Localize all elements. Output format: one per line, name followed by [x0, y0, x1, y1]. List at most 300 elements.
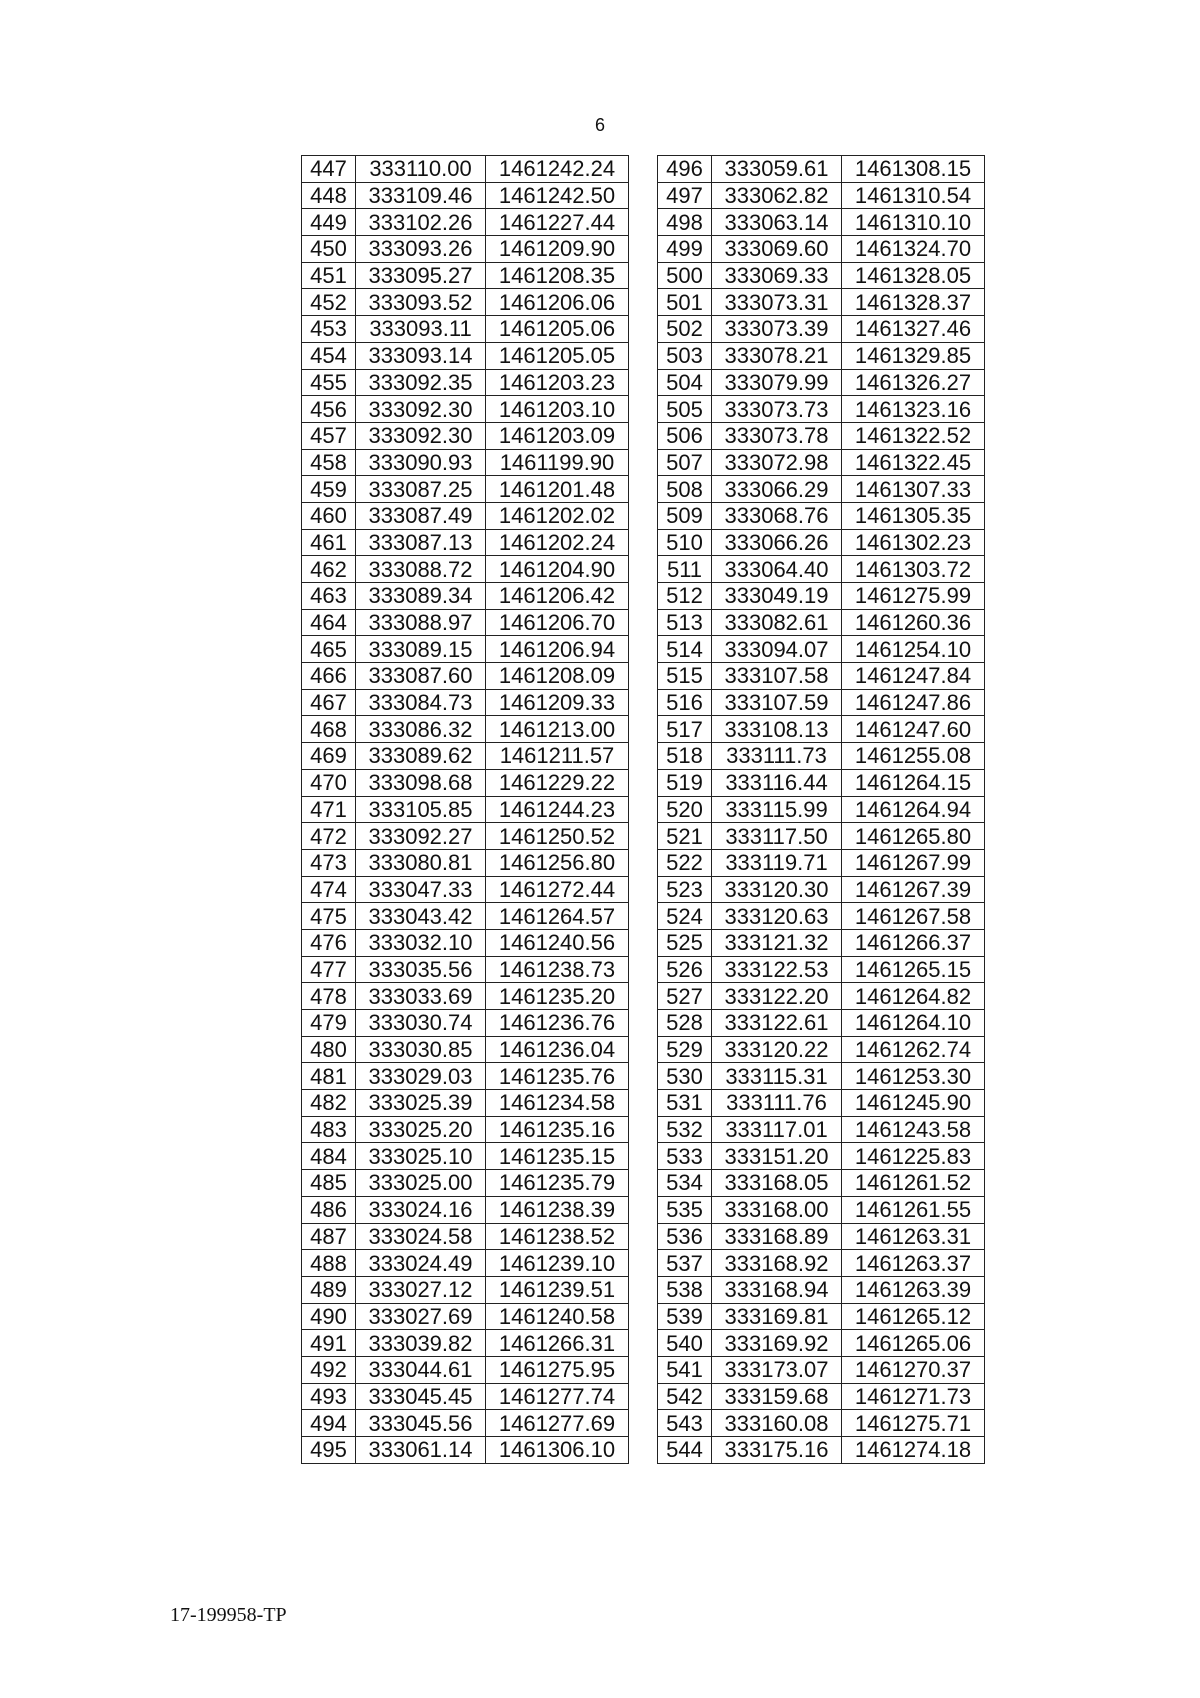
y-coordinate-cell: 1461250.52 [486, 823, 629, 850]
point-number-cell: 537 [658, 1250, 712, 1277]
x-coordinate-cell: 333122.53 [712, 956, 842, 983]
y-coordinate-cell: 1461307.33 [842, 476, 985, 503]
point-number-cell: 493 [302, 1383, 356, 1410]
table-row [658, 156, 985, 183]
x-coordinate-cell: 333105.85 [356, 796, 486, 823]
x-coordinate-cell: 333093.14 [356, 342, 486, 369]
table-row [658, 929, 985, 956]
point-number-cell: 521 [658, 823, 712, 850]
y-coordinate-cell: 1461202.02 [486, 502, 629, 529]
point-number-cell: 471 [302, 796, 356, 823]
point-number-cell: 533 [658, 1143, 712, 1170]
y-coordinate-cell: 1461310.54 [842, 182, 985, 209]
x-coordinate-cell: 333029.03 [356, 1063, 486, 1090]
y-coordinate-cell: 1461256.80 [486, 849, 629, 876]
point-number-cell: 497 [658, 182, 712, 209]
table-row [302, 1090, 629, 1117]
table-row [658, 369, 985, 396]
x-coordinate-cell: 333122.61 [712, 1010, 842, 1037]
table-row [302, 1143, 629, 1170]
x-coordinate-cell: 333030.85 [356, 1036, 486, 1063]
table-row [302, 983, 629, 1010]
x-coordinate-cell: 333168.89 [712, 1223, 842, 1250]
x-coordinate-cell: 333084.73 [356, 689, 486, 716]
table-row [658, 289, 985, 316]
point-number-cell: 473 [302, 849, 356, 876]
table-row [302, 1356, 629, 1383]
point-number-cell: 453 [302, 316, 356, 343]
table-row [658, 1010, 985, 1037]
table-row [658, 956, 985, 983]
point-number-cell: 527 [658, 983, 712, 1010]
page-number: 6 [594, 115, 605, 135]
point-number-cell: 532 [658, 1116, 712, 1143]
x-coordinate-cell: 333093.52 [356, 289, 486, 316]
y-coordinate-cell: 1461265.80 [842, 823, 985, 850]
table-row [302, 1250, 629, 1277]
y-coordinate-cell: 1461303.72 [842, 556, 985, 583]
x-coordinate-cell: 333169.81 [712, 1303, 842, 1330]
point-number-cell: 515 [658, 663, 712, 690]
table-row [658, 1276, 985, 1303]
y-coordinate-cell: 1461265.06 [842, 1330, 985, 1357]
x-coordinate-cell: 333033.69 [356, 983, 486, 1010]
point-number-cell: 520 [658, 796, 712, 823]
table-row [658, 1223, 985, 1250]
y-coordinate-cell: 1461263.39 [842, 1276, 985, 1303]
point-number-cell: 474 [302, 876, 356, 903]
y-coordinate-cell: 1461235.76 [486, 1063, 629, 1090]
point-number-cell: 456 [302, 396, 356, 423]
x-coordinate-cell: 333121.32 [712, 929, 842, 956]
point-number-cell: 452 [302, 289, 356, 316]
x-coordinate-cell: 333087.13 [356, 529, 486, 556]
table-row [302, 769, 629, 796]
x-coordinate-cell: 333073.31 [712, 289, 842, 316]
y-coordinate-cell: 1461203.10 [486, 396, 629, 423]
x-coordinate-cell: 333173.07 [712, 1356, 842, 1383]
point-number-cell: 447 [302, 156, 356, 183]
y-coordinate-cell: 1461265.15 [842, 956, 985, 983]
point-number-cell: 498 [658, 209, 712, 236]
x-coordinate-cell: 333111.76 [712, 1090, 842, 1117]
table-row [658, 1170, 985, 1197]
point-number-cell: 517 [658, 716, 712, 743]
table-row [302, 1196, 629, 1223]
y-coordinate-cell: 1461277.74 [486, 1383, 629, 1410]
coordinates-table-right [657, 155, 985, 1464]
x-coordinate-cell: 333087.49 [356, 502, 486, 529]
point-number-cell: 488 [302, 1250, 356, 1277]
x-coordinate-cell: 333117.01 [712, 1116, 842, 1143]
table-row [658, 529, 985, 556]
x-coordinate-cell: 333115.31 [712, 1063, 842, 1090]
x-coordinate-cell: 333168.05 [712, 1170, 842, 1197]
table-row [658, 823, 985, 850]
point-number-cell: 502 [658, 316, 712, 343]
point-number-cell: 531 [658, 1090, 712, 1117]
table-row [302, 209, 629, 236]
y-coordinate-cell: 1461247.84 [842, 663, 985, 690]
x-coordinate-cell: 333087.25 [356, 476, 486, 503]
y-coordinate-cell: 1461209.90 [486, 236, 629, 263]
table-row [302, 1410, 629, 1437]
y-coordinate-cell: 1461206.70 [486, 609, 629, 636]
y-coordinate-cell: 1461227.44 [486, 209, 629, 236]
point-number-cell: 541 [658, 1356, 712, 1383]
y-coordinate-cell: 1461275.99 [842, 583, 985, 610]
x-coordinate-cell: 333078.21 [712, 342, 842, 369]
point-number-cell: 454 [302, 342, 356, 369]
table-row [302, 849, 629, 876]
table-row [658, 1090, 985, 1117]
x-coordinate-cell: 333025.10 [356, 1143, 486, 1170]
x-coordinate-cell: 333119.71 [712, 849, 842, 876]
y-coordinate-cell: 1461206.94 [486, 636, 629, 663]
table-row [302, 289, 629, 316]
point-number-cell: 526 [658, 956, 712, 983]
point-number-cell: 491 [302, 1330, 356, 1357]
y-coordinate-cell: 1461247.86 [842, 689, 985, 716]
point-number-cell: 499 [658, 236, 712, 263]
x-coordinate-cell: 333169.92 [712, 1330, 842, 1357]
x-coordinate-cell: 333066.29 [712, 476, 842, 503]
point-number-cell: 508 [658, 476, 712, 503]
table-row [658, 689, 985, 716]
x-coordinate-cell: 333080.81 [356, 849, 486, 876]
table-row [302, 369, 629, 396]
y-coordinate-cell: 1461264.82 [842, 983, 985, 1010]
point-number-cell: 518 [658, 743, 712, 770]
point-number-cell: 482 [302, 1090, 356, 1117]
y-coordinate-cell: 1461234.58 [486, 1090, 629, 1117]
point-number-cell: 530 [658, 1063, 712, 1090]
table-row [302, 1223, 629, 1250]
table-row [658, 1196, 985, 1223]
table-row [302, 342, 629, 369]
y-coordinate-cell: 1461305.35 [842, 502, 985, 529]
x-coordinate-cell: 333069.60 [712, 236, 842, 263]
point-number-cell: 507 [658, 449, 712, 476]
table-row [658, 876, 985, 903]
x-coordinate-cell: 333061.14 [356, 1437, 486, 1464]
y-coordinate-cell: 1461270.37 [842, 1356, 985, 1383]
table-row [302, 182, 629, 209]
table-row [658, 716, 985, 743]
y-coordinate-cell: 1461235.16 [486, 1116, 629, 1143]
y-coordinate-cell: 1461267.58 [842, 903, 985, 930]
table-row [658, 609, 985, 636]
point-number-cell: 543 [658, 1410, 712, 1437]
x-coordinate-cell: 333024.49 [356, 1250, 486, 1277]
table-row [302, 716, 629, 743]
point-number-cell: 458 [302, 449, 356, 476]
table-row [658, 236, 985, 263]
y-coordinate-cell: 1461206.06 [486, 289, 629, 316]
x-coordinate-cell: 333088.97 [356, 609, 486, 636]
x-coordinate-cell: 333107.59 [712, 689, 842, 716]
point-number-cell: 489 [302, 1276, 356, 1303]
x-coordinate-cell: 333024.58 [356, 1223, 486, 1250]
table-row [302, 476, 629, 503]
y-coordinate-cell: 1461277.69 [486, 1410, 629, 1437]
y-coordinate-cell: 1461245.90 [842, 1090, 985, 1117]
point-number-cell: 503 [658, 342, 712, 369]
table-row [658, 1250, 985, 1277]
x-coordinate-cell: 333094.07 [712, 636, 842, 663]
y-coordinate-cell: 1461247.60 [842, 716, 985, 743]
y-coordinate-cell: 1461243.58 [842, 1116, 985, 1143]
point-number-cell: 464 [302, 609, 356, 636]
y-coordinate-cell: 1461264.57 [486, 903, 629, 930]
y-coordinate-cell: 1461239.51 [486, 1276, 629, 1303]
point-number-cell: 542 [658, 1383, 712, 1410]
x-coordinate-cell: 333092.30 [356, 396, 486, 423]
x-coordinate-cell: 333117.50 [712, 823, 842, 850]
table-row [658, 663, 985, 690]
x-coordinate-cell: 333092.35 [356, 369, 486, 396]
point-number-cell: 472 [302, 823, 356, 850]
point-number-cell: 466 [302, 663, 356, 690]
x-coordinate-cell: 333108.13 [712, 716, 842, 743]
point-number-cell: 496 [658, 156, 712, 183]
y-coordinate-cell: 1461235.15 [486, 1143, 629, 1170]
table-row [302, 1170, 629, 1197]
x-coordinate-cell: 333073.78 [712, 422, 842, 449]
y-coordinate-cell: 1461275.71 [842, 1410, 985, 1437]
point-number-cell: 469 [302, 743, 356, 770]
y-coordinate-cell: 1461264.15 [842, 769, 985, 796]
table-row [658, 583, 985, 610]
table-row [302, 609, 629, 636]
point-number-cell: 459 [302, 476, 356, 503]
x-coordinate-cell: 333073.73 [712, 396, 842, 423]
x-coordinate-cell: 333047.33 [356, 876, 486, 903]
point-number-cell: 509 [658, 502, 712, 529]
table-row [302, 1383, 629, 1410]
table-row [302, 396, 629, 423]
x-coordinate-cell: 333045.45 [356, 1383, 486, 1410]
x-coordinate-cell: 333093.26 [356, 236, 486, 263]
y-coordinate-cell: 1461213.00 [486, 716, 629, 743]
y-coordinate-cell: 1461235.79 [486, 1170, 629, 1197]
table-row [302, 583, 629, 610]
table-row [302, 1010, 629, 1037]
y-coordinate-cell: 1461324.70 [842, 236, 985, 263]
table-row [658, 1356, 985, 1383]
x-coordinate-cell: 333045.56 [356, 1410, 486, 1437]
table-row [658, 396, 985, 423]
y-coordinate-cell: 1461264.94 [842, 796, 985, 823]
y-coordinate-cell: 1461329.85 [842, 342, 985, 369]
y-coordinate-cell: 1461267.99 [842, 849, 985, 876]
point-number-cell: 514 [658, 636, 712, 663]
table-row [302, 743, 629, 770]
point-number-cell: 523 [658, 876, 712, 903]
x-coordinate-cell: 333089.34 [356, 583, 486, 610]
table-body-right [658, 156, 985, 1464]
y-coordinate-cell: 1461240.58 [486, 1303, 629, 1330]
table-row [658, 1116, 985, 1143]
y-coordinate-cell: 1461254.10 [842, 636, 985, 663]
x-coordinate-cell: 333116.44 [712, 769, 842, 796]
table-row [302, 422, 629, 449]
table-row [302, 556, 629, 583]
y-coordinate-cell: 1461261.52 [842, 1170, 985, 1197]
y-coordinate-cell: 1461323.16 [842, 396, 985, 423]
y-coordinate-cell: 1461229.22 [486, 769, 629, 796]
table-row [302, 1276, 629, 1303]
point-number-cell: 525 [658, 929, 712, 956]
table-row [302, 1303, 629, 1330]
point-number-cell: 481 [302, 1063, 356, 1090]
point-number-cell: 534 [658, 1170, 712, 1197]
y-coordinate-cell: 1461262.74 [842, 1036, 985, 1063]
table-row [658, 316, 985, 343]
x-coordinate-cell: 333032.10 [356, 929, 486, 956]
x-coordinate-cell: 333110.00 [356, 156, 486, 183]
x-coordinate-cell: 333043.42 [356, 903, 486, 930]
y-coordinate-cell: 1461236.76 [486, 1010, 629, 1037]
point-number-cell: 461 [302, 529, 356, 556]
point-number-cell: 465 [302, 636, 356, 663]
table-row [658, 502, 985, 529]
table-row [302, 1437, 629, 1464]
y-coordinate-cell: 1461203.23 [486, 369, 629, 396]
y-coordinate-cell: 1461272.44 [486, 876, 629, 903]
point-number-cell: 535 [658, 1196, 712, 1223]
y-coordinate-cell: 1461261.55 [842, 1196, 985, 1223]
point-number-cell: 495 [302, 1437, 356, 1464]
table-row [658, 476, 985, 503]
point-number-cell: 529 [658, 1036, 712, 1063]
table-row [302, 1330, 629, 1357]
x-coordinate-cell: 333086.32 [356, 716, 486, 743]
table-row [658, 849, 985, 876]
x-coordinate-cell: 333120.30 [712, 876, 842, 903]
y-coordinate-cell: 1461255.08 [842, 743, 985, 770]
point-number-cell: 485 [302, 1170, 356, 1197]
point-number-cell: 513 [658, 609, 712, 636]
x-coordinate-cell: 333092.27 [356, 823, 486, 850]
y-coordinate-cell: 1461306.10 [486, 1437, 629, 1464]
point-number-cell: 501 [658, 289, 712, 316]
point-number-cell: 516 [658, 689, 712, 716]
x-coordinate-cell: 333107.58 [712, 663, 842, 690]
table-row [658, 983, 985, 1010]
point-number-cell: 539 [658, 1303, 712, 1330]
x-coordinate-cell: 333049.19 [712, 583, 842, 610]
y-coordinate-cell: 1461204.90 [486, 556, 629, 583]
x-coordinate-cell: 333098.68 [356, 769, 486, 796]
y-coordinate-cell: 1461310.10 [842, 209, 985, 236]
table-row [658, 636, 985, 663]
y-coordinate-cell: 1461225.83 [842, 1143, 985, 1170]
x-coordinate-cell: 333024.16 [356, 1196, 486, 1223]
table-row [658, 1437, 985, 1464]
table-row [302, 1063, 629, 1090]
y-coordinate-cell: 1461264.10 [842, 1010, 985, 1037]
y-coordinate-cell: 1461205.05 [486, 342, 629, 369]
x-coordinate-cell: 333102.26 [356, 209, 486, 236]
y-coordinate-cell: 1461328.05 [842, 262, 985, 289]
y-coordinate-cell: 1461274.18 [842, 1437, 985, 1464]
point-number-cell: 486 [302, 1196, 356, 1223]
y-coordinate-cell: 1461208.09 [486, 663, 629, 690]
x-coordinate-cell: 333151.20 [712, 1143, 842, 1170]
point-number-cell: 505 [658, 396, 712, 423]
y-coordinate-cell: 1461253.30 [842, 1063, 985, 1090]
table-row [302, 823, 629, 850]
y-coordinate-cell: 1461242.50 [486, 182, 629, 209]
table-row [302, 449, 629, 476]
point-number-cell: 544 [658, 1437, 712, 1464]
x-coordinate-cell: 333089.15 [356, 636, 486, 663]
x-coordinate-cell: 333063.14 [712, 209, 842, 236]
point-number-cell: 492 [302, 1356, 356, 1383]
point-number-cell: 538 [658, 1276, 712, 1303]
point-number-cell: 536 [658, 1223, 712, 1250]
y-coordinate-cell: 1461201.48 [486, 476, 629, 503]
document-code: 17-199958-TP [170, 1604, 287, 1626]
table-row [302, 1116, 629, 1143]
table-row [302, 316, 629, 343]
y-coordinate-cell: 1461203.09 [486, 422, 629, 449]
point-number-cell: 487 [302, 1223, 356, 1250]
point-number-cell: 511 [658, 556, 712, 583]
y-coordinate-cell: 1461260.36 [842, 609, 985, 636]
table-row [302, 262, 629, 289]
table-row [658, 796, 985, 823]
x-coordinate-cell: 333062.82 [712, 182, 842, 209]
point-number-cell: 510 [658, 529, 712, 556]
y-coordinate-cell: 1461322.52 [842, 422, 985, 449]
coordinates-table-left [301, 155, 629, 1464]
table-row [658, 209, 985, 236]
point-number-cell: 460 [302, 502, 356, 529]
table-row [658, 1036, 985, 1063]
y-coordinate-cell: 1461328.37 [842, 289, 985, 316]
table-row [302, 636, 629, 663]
table-row [302, 236, 629, 263]
point-number-cell: 479 [302, 1010, 356, 1037]
point-number-cell: 455 [302, 369, 356, 396]
x-coordinate-cell: 333089.62 [356, 743, 486, 770]
point-number-cell: 483 [302, 1116, 356, 1143]
point-number-cell: 519 [658, 769, 712, 796]
y-coordinate-cell: 1461326.27 [842, 369, 985, 396]
x-coordinate-cell: 333111.73 [712, 743, 842, 770]
x-coordinate-cell: 333027.12 [356, 1276, 486, 1303]
table-row [658, 182, 985, 209]
x-coordinate-cell: 333066.26 [712, 529, 842, 556]
x-coordinate-cell: 333160.08 [712, 1410, 842, 1437]
x-coordinate-cell: 333122.20 [712, 983, 842, 1010]
y-coordinate-cell: 1461327.46 [842, 316, 985, 343]
table-row [658, 743, 985, 770]
x-coordinate-cell: 333072.98 [712, 449, 842, 476]
x-coordinate-cell: 333120.63 [712, 903, 842, 930]
x-coordinate-cell: 333092.30 [356, 422, 486, 449]
point-number-cell: 476 [302, 929, 356, 956]
y-coordinate-cell: 1461267.39 [842, 876, 985, 903]
y-coordinate-cell: 1461308.15 [842, 156, 985, 183]
x-coordinate-cell: 333115.99 [712, 796, 842, 823]
y-coordinate-cell: 1461239.10 [486, 1250, 629, 1277]
point-number-cell: 449 [302, 209, 356, 236]
point-number-cell: 480 [302, 1036, 356, 1063]
x-coordinate-cell: 333168.92 [712, 1250, 842, 1277]
